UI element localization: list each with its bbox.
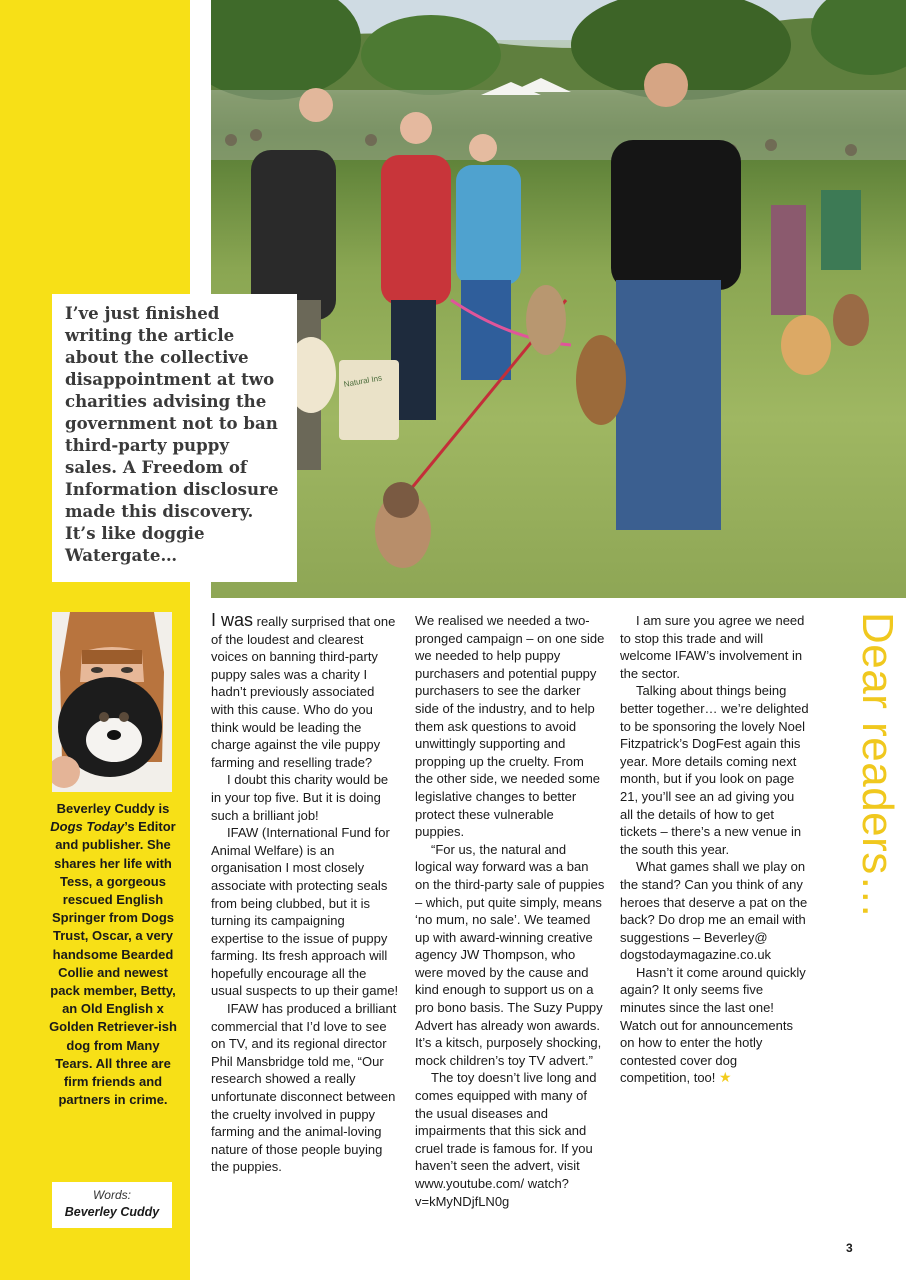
- article-paragraph-9: Talking about things being better together… we’re delighted to be sponsoring the lovely Noel Fitzpatrick’s DogFest again this year. More details coming next month, but if you look on page 21, you’ll see an ad giving you all the details of how to get tickets – there’s a new venue in the south this year.: [620, 683, 809, 857]
- article-column-1: [211, 612, 401, 1176]
- heading-dear-readers: Dear readers…: [853, 612, 902, 920]
- article-column-3: [620, 612, 810, 1087]
- author-photo: [52, 612, 172, 792]
- article-dropcap: I was: [211, 610, 254, 630]
- byline-name: Beverley Cuddy: [64, 1205, 160, 1219]
- author-with-dog-illustration: [52, 612, 172, 792]
- end-star-icon: ★: [719, 1069, 732, 1086]
- article-p11-text: Hasn’t it come around quickly again? It only seems five minutes since the last one! Watch out for announcements on how to enter the hotly contested cover dog competition, too!: [620, 964, 806, 1086]
- bio-rest: ’s Editor and publisher. She shares her life with Tess, a gorgeous rescued English Springer from Dogs Trust, Oscar, a very handsome Bearded Collie and newest pack member, Betty, an Old English x Golden Retriever-ish dog from Many Tears. All three are firm friends and partners in crime.: [49, 819, 177, 1108]
- article-paragraph-5: We realised we needed a two-pronged campaign – on one side we needed to help puppy purchasers and potential puppy purchasers to see the darker side of the industry, and to help them ask questions to avoid unwittingly supporting and propping up the cruelty. From the other side, we needed some legislative changes to better protect these vulnerable puppies.: [415, 613, 605, 840]
- page-number: 3: [846, 1241, 853, 1255]
- hero-photo-illustration: [211, 0, 906, 598]
- bio-intro: Beverley Cuddy is: [56, 801, 170, 816]
- bio-publication: Dogs Today: [50, 819, 125, 835]
- article-p1-text: really surprised that one of the loudest and clearest voices on banning third-party puppy sales was a charity I hadn’t previously associated with this cause. Who do you think would be leading the charge against the vile puppy farming and reselling trade?: [211, 614, 396, 770]
- article-paragraph-8: I am sure you agree we need to stop this trade and will welcome IFAW’s involvement in the sector.: [620, 613, 805, 681]
- article-paragraph-11: [620, 964, 810, 1087]
- tote-bag-text: Natural Ins: [343, 373, 383, 389]
- hero-photo: [211, 0, 906, 598]
- article-paragraph-6: “For us, the natural and logical way forward was a ban on the third-party sale of puppies – which, put quite simply, means ‘no mum, no sale’. We teamed up with award-winning creative agency JW Thompson, who were moved by the cause and kind enough to support us on a pro bono basis. The Suzy Puppy Advert has already won awards. It’s a kitsch, purposely shocking, mock children’s toy TV advert.”: [415, 841, 605, 1068]
- article-paragraph-10: What games shall we play on the stand? Can you think of any heroes that deserve a pat on the back? Do drop me an email with suggestions – Beverley@ dogstodaymagazine.co.uk: [620, 859, 808, 963]
- article-column-2: [415, 612, 605, 1210]
- article-paragraph-1: [211, 612, 401, 771]
- byline-label: Words:: [92, 1188, 131, 1202]
- author-bio: [46, 800, 180, 1109]
- article-paragraph-7: The toy doesn’t live long and comes equipped with many of the usual diseases and impairments that this sick and cruel trade is famous for. If you haven’t seen the advert, visit www.youtube.com/ watch?v=kMyNDjfLN0g: [415, 1070, 597, 1209]
- article-paragraph-2: I doubt this charity would be in your top five. But it is doing such a brilliant job!: [211, 772, 389, 823]
- byline-box: [52, 1182, 172, 1228]
- pull-quote: I’ve just finished writing the article about the collective disappointment at two charities advising the government not to ban third-party puppy sales. A Freedom of Information disclosure made this discovery. It’s like doggie Watergate…: [65, 303, 279, 565]
- article-paragraph-3: IFAW (International Fund for Animal Welfare) is an organisation I most closely associate with protecting seals from being clubbed, but it is turning its campaigning expertise to the issue of puppy farming. Its fresh approach will hopefully encourage all the usual suspects to up their game!: [211, 825, 399, 999]
- pull-quote-box: [52, 294, 297, 582]
- article-paragraph-4: IFAW has produced a brilliant commercial that I’d love to see on TV, and its regional director Phil Mansbridge told me, “Our research showed a really unfortunate disconnect between the cruelty involved in puppy farming and the animal-loving nature of those people buying the puppies.: [211, 1001, 397, 1175]
